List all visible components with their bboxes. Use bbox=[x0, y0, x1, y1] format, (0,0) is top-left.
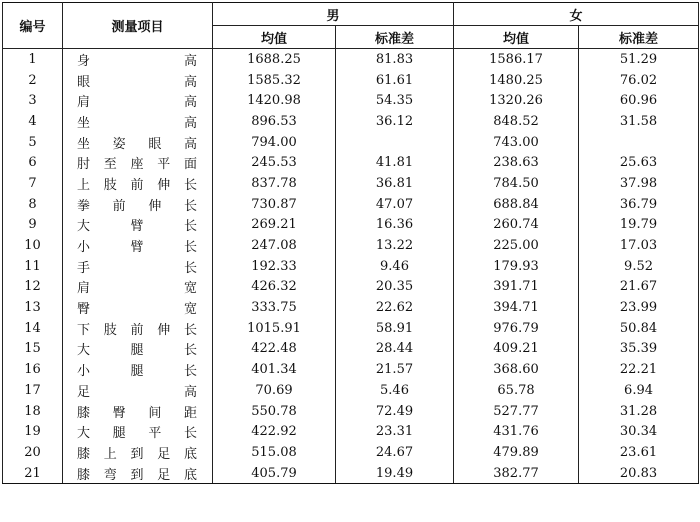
cell-no: 7 bbox=[3, 173, 63, 194]
cell-male-std: 28.44 bbox=[336, 339, 454, 360]
cell-male-std: 5.46 bbox=[336, 380, 454, 401]
cell-item: 足高 bbox=[63, 380, 213, 401]
table-row bbox=[3, 194, 699, 215]
cell-male-std: 9.46 bbox=[336, 256, 454, 277]
cell-no: 18 bbox=[3, 401, 63, 422]
cell-item: 大臂长 bbox=[63, 215, 213, 236]
header-female-std: 标准差 bbox=[579, 26, 699, 49]
cell-male-std: 36.12 bbox=[336, 111, 454, 132]
cell-female-std: 17.03 bbox=[579, 235, 699, 256]
cell-item: 大腿平长 bbox=[63, 421, 213, 442]
cell-female-std: 60.96 bbox=[579, 90, 699, 111]
cell-female-std: 23.61 bbox=[579, 442, 699, 463]
cell-female-mean: 479.89 bbox=[454, 442, 579, 463]
cell-female-mean: 743.00 bbox=[454, 132, 579, 153]
cell-male-std: 36.81 bbox=[336, 173, 454, 194]
cell-no: 11 bbox=[3, 256, 63, 277]
table-row bbox=[3, 70, 699, 91]
table-row bbox=[3, 90, 699, 111]
cell-female-std: 19.79 bbox=[579, 215, 699, 236]
cell-no: 16 bbox=[3, 359, 63, 380]
table-row bbox=[3, 152, 699, 173]
cell-item: 拳前伸长 bbox=[63, 194, 213, 215]
header-male-std: 标准差 bbox=[336, 26, 454, 49]
cell-no: 12 bbox=[3, 277, 63, 298]
cell-male-mean: 401.34 bbox=[213, 359, 336, 380]
cell-no: 2 bbox=[3, 70, 63, 91]
cell-female-mean: 1480.25 bbox=[454, 70, 579, 91]
cell-male-std: 24.67 bbox=[336, 442, 454, 463]
header-female-mean: 均值 bbox=[454, 26, 579, 49]
table-row bbox=[3, 421, 699, 442]
cell-no: 8 bbox=[3, 194, 63, 215]
table-row bbox=[3, 463, 699, 484]
cell-male-mean: 515.08 bbox=[213, 442, 336, 463]
cell-male-std: 19.49 bbox=[336, 463, 454, 484]
cell-female-mean: 382.77 bbox=[454, 463, 579, 484]
cell-female-std: 76.02 bbox=[579, 70, 699, 91]
table-row bbox=[3, 277, 699, 298]
table-row bbox=[3, 442, 699, 463]
table-row bbox=[3, 215, 699, 236]
cell-no: 13 bbox=[3, 297, 63, 318]
cell-female-mean: 394.71 bbox=[454, 297, 579, 318]
cell-item: 身高 bbox=[63, 49, 213, 70]
cell-male-mean: 70.69 bbox=[213, 380, 336, 401]
cell-item: 上肢前伸长 bbox=[63, 173, 213, 194]
cell-male-mean: 1585.32 bbox=[213, 70, 336, 91]
cell-female-mean: 238.63 bbox=[454, 152, 579, 173]
cell-item: 大腿长 bbox=[63, 339, 213, 360]
cell-female-std: 31.28 bbox=[579, 401, 699, 422]
cell-female-std: 35.39 bbox=[579, 339, 699, 360]
cell-no: 21 bbox=[3, 463, 63, 484]
cell-item: 肩高 bbox=[63, 90, 213, 111]
cell-no: 5 bbox=[3, 132, 63, 153]
table-row bbox=[3, 49, 699, 70]
cell-item: 膝臀间距 bbox=[63, 401, 213, 422]
table-row bbox=[3, 111, 699, 132]
anthropometric-table bbox=[2, 2, 699, 484]
cell-male-std: 20.35 bbox=[336, 277, 454, 298]
cell-male-mean: 269.21 bbox=[213, 215, 336, 236]
header-no: 编号 bbox=[3, 3, 63, 49]
cell-female-mean: 784.50 bbox=[454, 173, 579, 194]
cell-female-mean: 225.00 bbox=[454, 235, 579, 256]
cell-female-mean: 527.77 bbox=[454, 401, 579, 422]
cell-female-mean: 368.60 bbox=[454, 359, 579, 380]
cell-female-mean: 1320.26 bbox=[454, 90, 579, 111]
cell-no: 17 bbox=[3, 380, 63, 401]
cell-female-mean: 688.84 bbox=[454, 194, 579, 215]
cell-male-std: 21.57 bbox=[336, 359, 454, 380]
table-row bbox=[3, 380, 699, 401]
cell-female-std: 23.99 bbox=[579, 297, 699, 318]
cell-male-mean: 245.53 bbox=[213, 152, 336, 173]
cell-female-std: 20.83 bbox=[579, 463, 699, 484]
cell-no: 9 bbox=[3, 215, 63, 236]
cell-male-std: 61.61 bbox=[336, 70, 454, 91]
cell-female-mean: 65.78 bbox=[454, 380, 579, 401]
cell-female-mean: 391.71 bbox=[454, 277, 579, 298]
cell-female-std: 30.34 bbox=[579, 421, 699, 442]
cell-item: 肘至座平面 bbox=[63, 152, 213, 173]
cell-male-mean: 422.92 bbox=[213, 421, 336, 442]
header-row-groups bbox=[3, 3, 699, 26]
cell-female-mean: 260.74 bbox=[454, 215, 579, 236]
cell-male-std: 58.91 bbox=[336, 318, 454, 339]
cell-item: 肩宽 bbox=[63, 277, 213, 298]
cell-item: 小腿长 bbox=[63, 359, 213, 380]
cell-no: 6 bbox=[3, 152, 63, 173]
cell-male-std: 16.36 bbox=[336, 215, 454, 236]
cell-no: 1 bbox=[3, 49, 63, 70]
cell-male-std: 41.81 bbox=[336, 152, 454, 173]
table-row bbox=[3, 256, 699, 277]
header-male-mean: 均值 bbox=[213, 26, 336, 49]
cell-item: 手长 bbox=[63, 256, 213, 277]
cell-male-mean: 837.78 bbox=[213, 173, 336, 194]
cell-no: 4 bbox=[3, 111, 63, 132]
header-item: 测量项目 bbox=[63, 3, 213, 49]
header-female: 女 bbox=[454, 3, 699, 26]
cell-female-std: 37.98 bbox=[579, 173, 699, 194]
cell-male-mean: 333.75 bbox=[213, 297, 336, 318]
cell-female-std: 36.79 bbox=[579, 194, 699, 215]
cell-no: 20 bbox=[3, 442, 63, 463]
cell-female-std: 21.67 bbox=[579, 277, 699, 298]
cell-male-mean: 896.53 bbox=[213, 111, 336, 132]
cell-male-mean: 426.32 bbox=[213, 277, 336, 298]
cell-item: 坐高 bbox=[63, 111, 213, 132]
table-row bbox=[3, 297, 699, 318]
table-row bbox=[3, 173, 699, 194]
cell-male-mean: 192.33 bbox=[213, 256, 336, 277]
cell-male-mean: 794.00 bbox=[213, 132, 336, 153]
cell-male-mean: 422.48 bbox=[213, 339, 336, 360]
header-male: 男 bbox=[213, 3, 454, 26]
table-row bbox=[3, 318, 699, 339]
cell-female-mean: 1586.17 bbox=[454, 49, 579, 70]
cell-female-mean: 409.21 bbox=[454, 339, 579, 360]
cell-male-std: 23.31 bbox=[336, 421, 454, 442]
cell-item: 坐姿眼高 bbox=[63, 132, 213, 153]
cell-female-std: 9.52 bbox=[579, 256, 699, 277]
cell-male-std: 22.62 bbox=[336, 297, 454, 318]
cell-female-std: 22.21 bbox=[579, 359, 699, 380]
cell-no: 10 bbox=[3, 235, 63, 256]
cell-male-mean: 1015.91 bbox=[213, 318, 336, 339]
cell-male-std: 54.35 bbox=[336, 90, 454, 111]
cell-item: 膝上到足底 bbox=[63, 442, 213, 463]
cell-male-mean: 550.78 bbox=[213, 401, 336, 422]
cell-item: 小臂长 bbox=[63, 235, 213, 256]
cell-female-std: 25.63 bbox=[579, 152, 699, 173]
cell-item: 膝弯到足底 bbox=[63, 463, 213, 484]
cell-female-std: 6.94 bbox=[579, 380, 699, 401]
cell-no: 14 bbox=[3, 318, 63, 339]
cell-female-std bbox=[579, 132, 699, 153]
cell-male-std: 47.07 bbox=[336, 194, 454, 215]
cell-male-std: 13.22 bbox=[336, 235, 454, 256]
cell-male-mean: 405.79 bbox=[213, 463, 336, 484]
cell-male-mean: 1688.25 bbox=[213, 49, 336, 70]
cell-male-std bbox=[336, 132, 454, 153]
cell-female-mean: 431.76 bbox=[454, 421, 579, 442]
cell-no: 3 bbox=[3, 90, 63, 111]
cell-item: 臀宽 bbox=[63, 297, 213, 318]
cell-male-std: 72.49 bbox=[336, 401, 454, 422]
table-row bbox=[3, 401, 699, 422]
cell-female-std: 31.58 bbox=[579, 111, 699, 132]
cell-male-mean: 1420.98 bbox=[213, 90, 336, 111]
cell-female-std: 50.84 bbox=[579, 318, 699, 339]
cell-male-mean: 247.08 bbox=[213, 235, 336, 256]
cell-male-mean: 730.87 bbox=[213, 194, 336, 215]
table-row bbox=[3, 359, 699, 380]
cell-female-mean: 848.52 bbox=[454, 111, 579, 132]
table-row bbox=[3, 339, 699, 360]
cell-item: 下肢前伸长 bbox=[63, 318, 213, 339]
cell-female-mean: 179.93 bbox=[454, 256, 579, 277]
cell-female-mean: 976.79 bbox=[454, 318, 579, 339]
cell-no: 15 bbox=[3, 339, 63, 360]
cell-item: 眼高 bbox=[63, 70, 213, 91]
cell-no: 19 bbox=[3, 421, 63, 442]
table-row bbox=[3, 132, 699, 153]
cell-male-std: 81.83 bbox=[336, 49, 454, 70]
table-row bbox=[3, 235, 699, 256]
table-body bbox=[3, 49, 699, 484]
cell-female-std: 51.29 bbox=[579, 49, 699, 70]
